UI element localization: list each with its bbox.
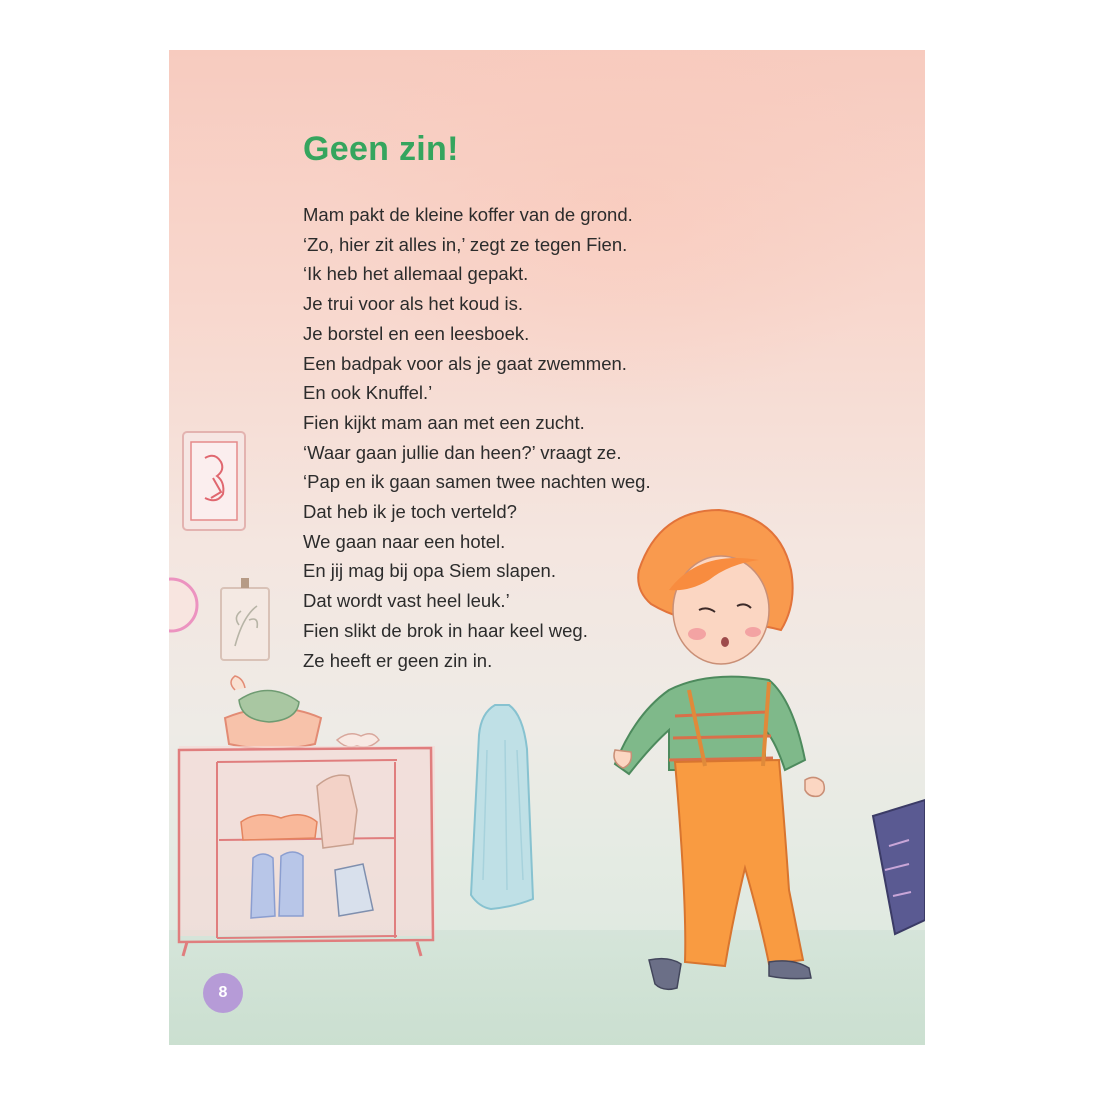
story-line: ‘Waar gaan jullie dan heen?’ vraagt ze.	[303, 441, 622, 463]
story-title: Geen zin!	[303, 130, 459, 168]
story-line: Fien kijkt mam aan met een zucht.	[303, 411, 585, 433]
wall-round-mirror	[169, 579, 197, 631]
suitcase	[873, 800, 925, 934]
story-text	[303, 200, 651, 675]
hanging-towel	[471, 705, 533, 909]
story-line: We gaan naar een hotel.	[303, 530, 506, 552]
story-line: Je borstel en een leesboek.	[303, 322, 530, 344]
story-line: Mam pakt de kleine koffer van de grond.	[303, 204, 633, 225]
story-line: ‘Pap en ik gaan samen twee nachten weg.	[303, 471, 651, 493]
cabinet	[179, 746, 435, 956]
page-number-badge: 8	[203, 973, 243, 1013]
book-page	[169, 50, 925, 1045]
story-line: Een badpak voor als je gaat zwemmen.	[303, 352, 627, 374]
story-line: Je trui voor als het koud is.	[303, 293, 524, 315]
wall-frame-pelican	[183, 432, 245, 530]
story-line: ‘Ik heb het allemaal gepakt.	[303, 263, 529, 285]
story-line: Fien slikt de brok in haar keel weg.	[303, 619, 588, 641]
story-line: ‘Zo, hier zit alles in,’ zegt ze tegen Fien.	[303, 233, 628, 255]
wall-frame-leaf	[221, 578, 269, 660]
basket	[225, 676, 379, 749]
story-line: Dat heb ik je toch verteld?	[303, 501, 517, 523]
story-line: En jij mag bij opa Siem slapen.	[303, 560, 556, 582]
story-line: En ook Knuffel.’	[303, 382, 433, 404]
story-line: Dat wordt vast heel leuk.’	[303, 590, 510, 612]
story-line: Ze heeft er geen zin in.	[303, 649, 493, 671]
